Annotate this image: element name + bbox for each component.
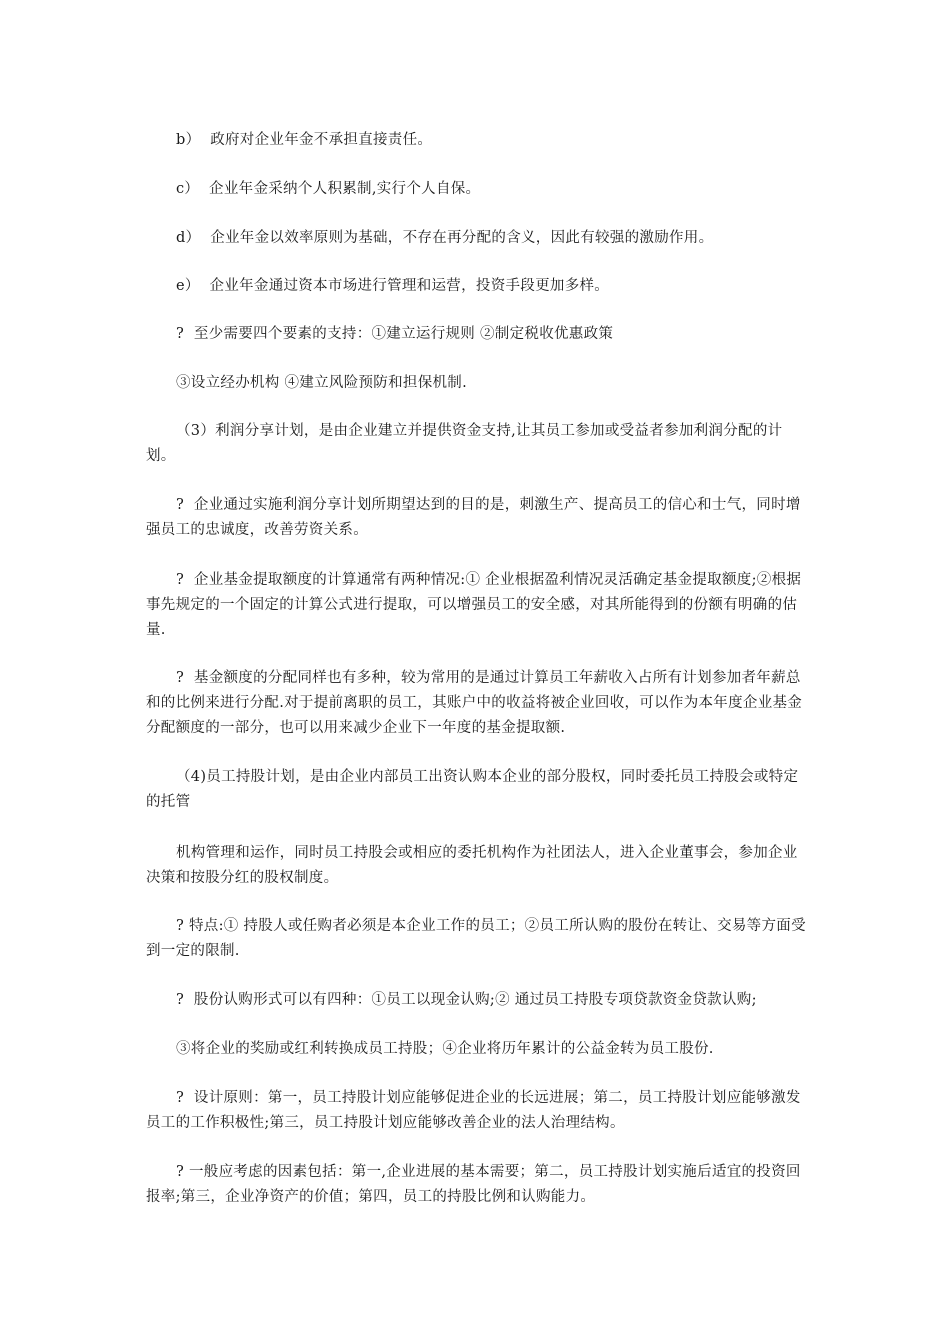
- paragraph-fund-calculation: ? 企业基金提取额度的计算通常有两种情况:① 企业根据盈利情况灵活确定基金提取额度;②根据事先规定的一个固定的计算公式进行提取，可以增强员工的安全感，对其所能得到的份额有明确的估量.: [146, 572, 802, 638]
- paragraph-subscription-forms: ? 股份认购形式可以有四种：①员工以现金认购;② 通过员工持股专项贷款资金贷款认购;: [176, 992, 757, 1008]
- list-item-e: e） 企业年金通过资本市场进行管理和运营，投资手段更加多样。: [176, 278, 610, 294]
- paragraph-design-principles: ? 设计原则：第一，员工持股计划应能够促进企业的长远进展；第二，员工持股计划应能够激发员工的工作积极性;第三，员工持股计划应能够改善企业的法人治理结构。: [146, 1090, 801, 1131]
- paragraph-four-elements: ? 至少需要四个要素的支持：①建立运行规则 ②制定税收优惠政策: [176, 326, 614, 342]
- list-item-d: d） 企业年金以效率原则为基础，不存在再分配的含义，因此有较强的激励作用。: [176, 230, 714, 246]
- list-item-c: c） 企业年金采纳个人积累制,实行个人自保。: [176, 181, 481, 197]
- paragraph-employee-stock-plan: （4)员工持股计划，是由企业内部员工出资认购本企业的部分股权，同时委托员工持股会或特定的托管: [146, 769, 799, 810]
- paragraph-considerations: ? 一般应考虑的因素包括：第一,企业进展的基本需要；第二，员工持股计划实施后适宜的投资回报率;第三，企业净资产的价值；第四，员工的持股比例和认购能力。: [146, 1164, 801, 1205]
- paragraph-profit-sharing: （3）利润分享计划，是由企业建立并提供资金支持,让其员工参加或受益者参加利润分配的计划。: [146, 423, 783, 464]
- paragraph-employee-stock-plan-cont: 机构管理和运作，同时员工持股会或相应的委托机构作为社团法人，进入企业董事会，参加企业决策和按股分红的股权制度。: [146, 845, 798, 886]
- paragraph-fund-distribution: ? 基金额度的分配同样也有多种，较为常用的是通过计算员工年薪收入占所有计划参加者年薪总和的比例来进行分配.对于提前离职的员工，其账户中的收益将被企业回收，可以作为本年度企业基金分配额度的一部分，也可以用来减少企业下一年度的基金提取额.: [146, 670, 803, 736]
- paragraph-profit-sharing-goals: ? 企业通过实施利润分享计划所期望达到的目的是，刺激生产、提高员工的信心和士气，同时增强员工的忠诚度，改善劳资关系。: [146, 497, 801, 538]
- paragraph-subscription-forms-cont: ③将企业的奖励或红利转换成员工持股；④企业将历年累计的公益金转为员工股份.: [176, 1041, 714, 1057]
- paragraph-characteristics: ? 特点:① 持股人或任购者必须是本企业工作的员工；②员工所认购的股份在转让、交易等方面受到一定的限制.: [146, 918, 806, 959]
- paragraph-four-elements-cont: ③设立经办机构 ④建立风险预防和担保机制.: [176, 375, 468, 391]
- list-item-b: b） 政府对企业年金不承担直接责任。: [176, 132, 433, 148]
